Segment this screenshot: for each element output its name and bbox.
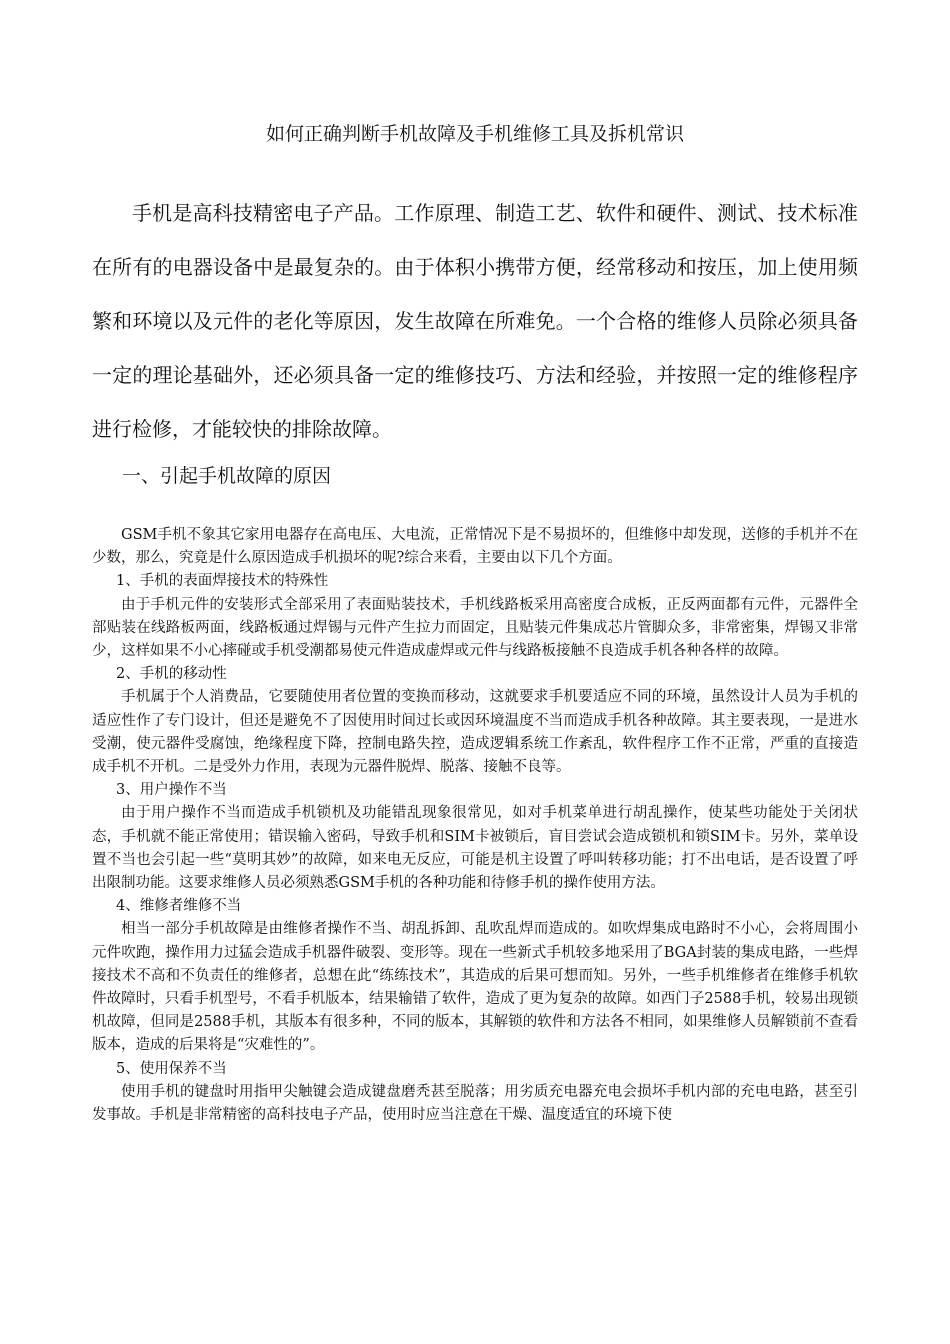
item-2-text: 手机属于个人消费品，它要随使用者位置的变换而移动，这就要求手机要适应不同的环境，虽然设计人员为手机的适应性作了专门设计，但还是避免不了因使用时间过长或因环境温度不当而造成手机各种故障。其主要表现，一是进水受潮，使元器件受腐蚀，绝缘程度下降，控制电路失控，造成逻辑系统工作紊乱，软件程序工作不正常，严重的直接造成手机不开机。二是受外力作用，表现为元器件脱焊、脱落、接触不良等。 xyxy=(92,689,858,776)
intro-paragraph: 手机是高科技精密电子产品。工作原理、制造工艺、软件和硬件、测试、技术标准在所有的电器设备中是最复杂的。由于体积小携带方便，经常移动和按压，加上使用频繁和环境以及元件的老化等原因，发生故障在所难免。一个合格的维修人员除必须具备一定的理论基础外，还必须具备一定的维修技巧、方法和经验，并按照一定的维修程序进行检修，才能较快的排除故障。 xyxy=(92,201,858,441)
section-intro-paragraph: GSM手机不象其它家用电器存在高电压、大电流，正常情况下是不易损坏的，但维修中却发现，送修的手机并不在少数，那么，究竟是什么原因造成手机损坏的呢?综合来看，主要由以下几个方面。 xyxy=(92,527,858,567)
item-3-heading: 3、用户操作不当 xyxy=(116,782,227,799)
document-title: 如何正确判断手机故障及手机维修工具及拆机常识 xyxy=(265,123,684,145)
item-5-heading: 5、使用保养不当 xyxy=(116,1060,227,1077)
item-4-heading: 4、维修者维修不当 xyxy=(116,898,242,915)
item-2-heading: 2、手机的移动性 xyxy=(116,666,227,683)
item-1-heading: 1、手机的表面焊接技术的特殊性 xyxy=(116,573,329,590)
item-1-text: 由于手机元件的安装形式全部采用了表面贴装技术，手机线路板采用高密度合成板，正反两面都有元件，元器件全部贴装在线路板两面，线路板通过焊锡与元件产生拉力而固定，且贴装元件集成芯片管脚众多，非常密集，焊锡又非常少，这样如果不小心摔碰或手机受潮都易使元件造成虚焊或元件与线路板接触不良造成手机各种各样的故障。 xyxy=(92,596,858,660)
item-3-text: 由于用户操作不当而造成手机锁机及功能错乱现象很常见，如对手机菜单进行胡乱操作，使某些功能处于关闭状态，手机就不能正常使用；错误输入密码，导致手机和SIM卡被锁后，盲目尝试会造成锁机和锁SIM卡。另外，菜单设置不当也会引起一些“莫明其妙”的故障，如来电无反应，可能是机主设置了呼叫转移功能；打不出电话，是否设置了呼出限制功能。这要求维修人员必须熟悉GSM手机的各种功能和待修手机的操作使用方法。 xyxy=(92,805,858,892)
section-body xyxy=(92,524,858,1127)
section-heading: 一、引起手机故障的原因 xyxy=(122,465,332,487)
item-5-text: 使用手机的键盘时用指甲尖触键会造成键盘磨秃甚至脱落；用劣质充电器充电会损坏手机内部的充电电路，甚至引发事故。手机是非常精密的高科技电子产品，使用时应当注意在干燥、温度适宜的环境下使 xyxy=(92,1083,858,1124)
item-4-text: 相当一部分手机故障是由维修者操作不当、胡乱拆卸、乱吹乱焊而造成的。如吹焊集成电路时不小心，会将周围小元件吹跑，操作用力过猛会造成手机器件破裂、变形等。现在一些新式手机较多地采用了BGA封装的集成电路，一些焊接技术不高和不负责任的维修者，总想在此“练练技术”，其造成的后果可想而知。另外，一些手机维修者在维修手机软件故障时，只看手机型号，不看手机版本，结果输错了软件，造成了更为复杂的故障。如西门子2588手机，较易出现锁机故障，但同是2588手机，其版本有很多种，不同的版本，其解锁的软件和方法各不相同，如果维修人员解锁前不查看版本，造成的后果将是“灾难性的”。 xyxy=(92,921,858,1054)
